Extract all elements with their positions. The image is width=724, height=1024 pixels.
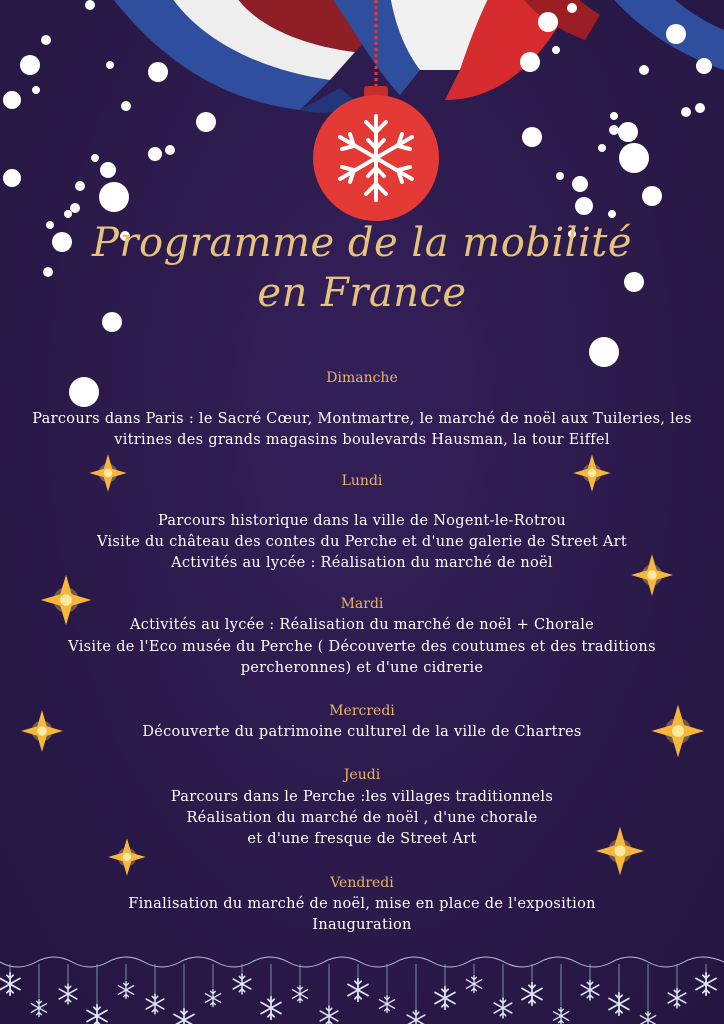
snowflake-icon xyxy=(31,999,46,1016)
day-heading: Jeudi xyxy=(343,767,381,783)
snowflake-icon xyxy=(0,973,20,996)
activity-line: vitrines des grands magasins boulevards Hausman, la tour Eiffel xyxy=(114,432,610,448)
activity-line: Découverte du patrimoine culturel de la ville de Chartres xyxy=(142,724,582,740)
snowflake-icon xyxy=(522,983,542,1006)
snowflake-icon xyxy=(348,979,368,1002)
day-heading: Mercredi xyxy=(329,703,395,719)
snowflake-icon xyxy=(668,988,686,1008)
day-heading: Vendredi xyxy=(330,875,394,891)
snowflake-icon xyxy=(696,973,716,996)
snowflake-icon xyxy=(494,998,512,1018)
snowflake-icon xyxy=(261,997,281,1020)
activity-line: Activités au lycée : Réalisation du marché de noël + Chorale xyxy=(129,617,595,633)
activity-line: Visite de l'Eco musée du Perche ( Découverte des coutumes et des traditions xyxy=(68,639,656,655)
snowflake-icon xyxy=(59,984,77,1004)
snowflake-icon xyxy=(640,1011,655,1024)
snowflake-icon xyxy=(174,1009,194,1024)
snowflake-icon xyxy=(379,995,394,1012)
page-title-line-2: en France xyxy=(257,270,467,316)
activity-line: Activités au lycée : Réalisation du marché de noël xyxy=(171,555,553,571)
activity-line: Inauguration xyxy=(312,917,412,933)
snowflake-icon xyxy=(553,1007,568,1024)
activity-line: Finalisation du marché de noël, mise en place de l'exposition xyxy=(128,896,596,912)
snowflake-icon xyxy=(320,1006,338,1024)
day-heading: Mardi xyxy=(340,596,384,612)
snowflake-icon xyxy=(407,1010,425,1024)
snowflake-icon xyxy=(581,980,599,1000)
snowflake-icon xyxy=(292,985,307,1002)
snowflake-icon xyxy=(435,987,455,1010)
snowflake-icon xyxy=(118,981,133,998)
activity-line: Visite du château des contes du Perche et d'une galerie de Street Art xyxy=(96,534,628,550)
activity-line: Parcours dans Paris : le Sacré Cœur, Montmartre, le marché de noël aux Tuileries, les xyxy=(32,411,692,427)
activity-line: Parcours dans le Perche :les villages traditionnels xyxy=(170,789,554,805)
snowflake-icon xyxy=(205,989,220,1006)
page-title-line-1: Programme de la mobilité xyxy=(91,220,633,266)
activity-line: Réalisation du marché de noël , d'une chorale xyxy=(186,810,538,826)
snowflake-icon xyxy=(466,975,481,992)
activity-line: et d'une fresque de Street Art xyxy=(247,831,477,847)
day-heading: Lundi xyxy=(341,473,383,489)
snowflake-icon xyxy=(87,1005,107,1024)
snowflake-icon xyxy=(609,993,629,1016)
activity-line: Parcours historique dans la ville de Nogent-le-Rotrou xyxy=(157,513,566,529)
activity-line: percheronnes) et d'une cidrerie xyxy=(240,660,484,676)
snowflake-icon xyxy=(146,994,164,1014)
day-heading: Dimanche xyxy=(326,370,398,386)
snowflake-icon xyxy=(233,974,251,994)
